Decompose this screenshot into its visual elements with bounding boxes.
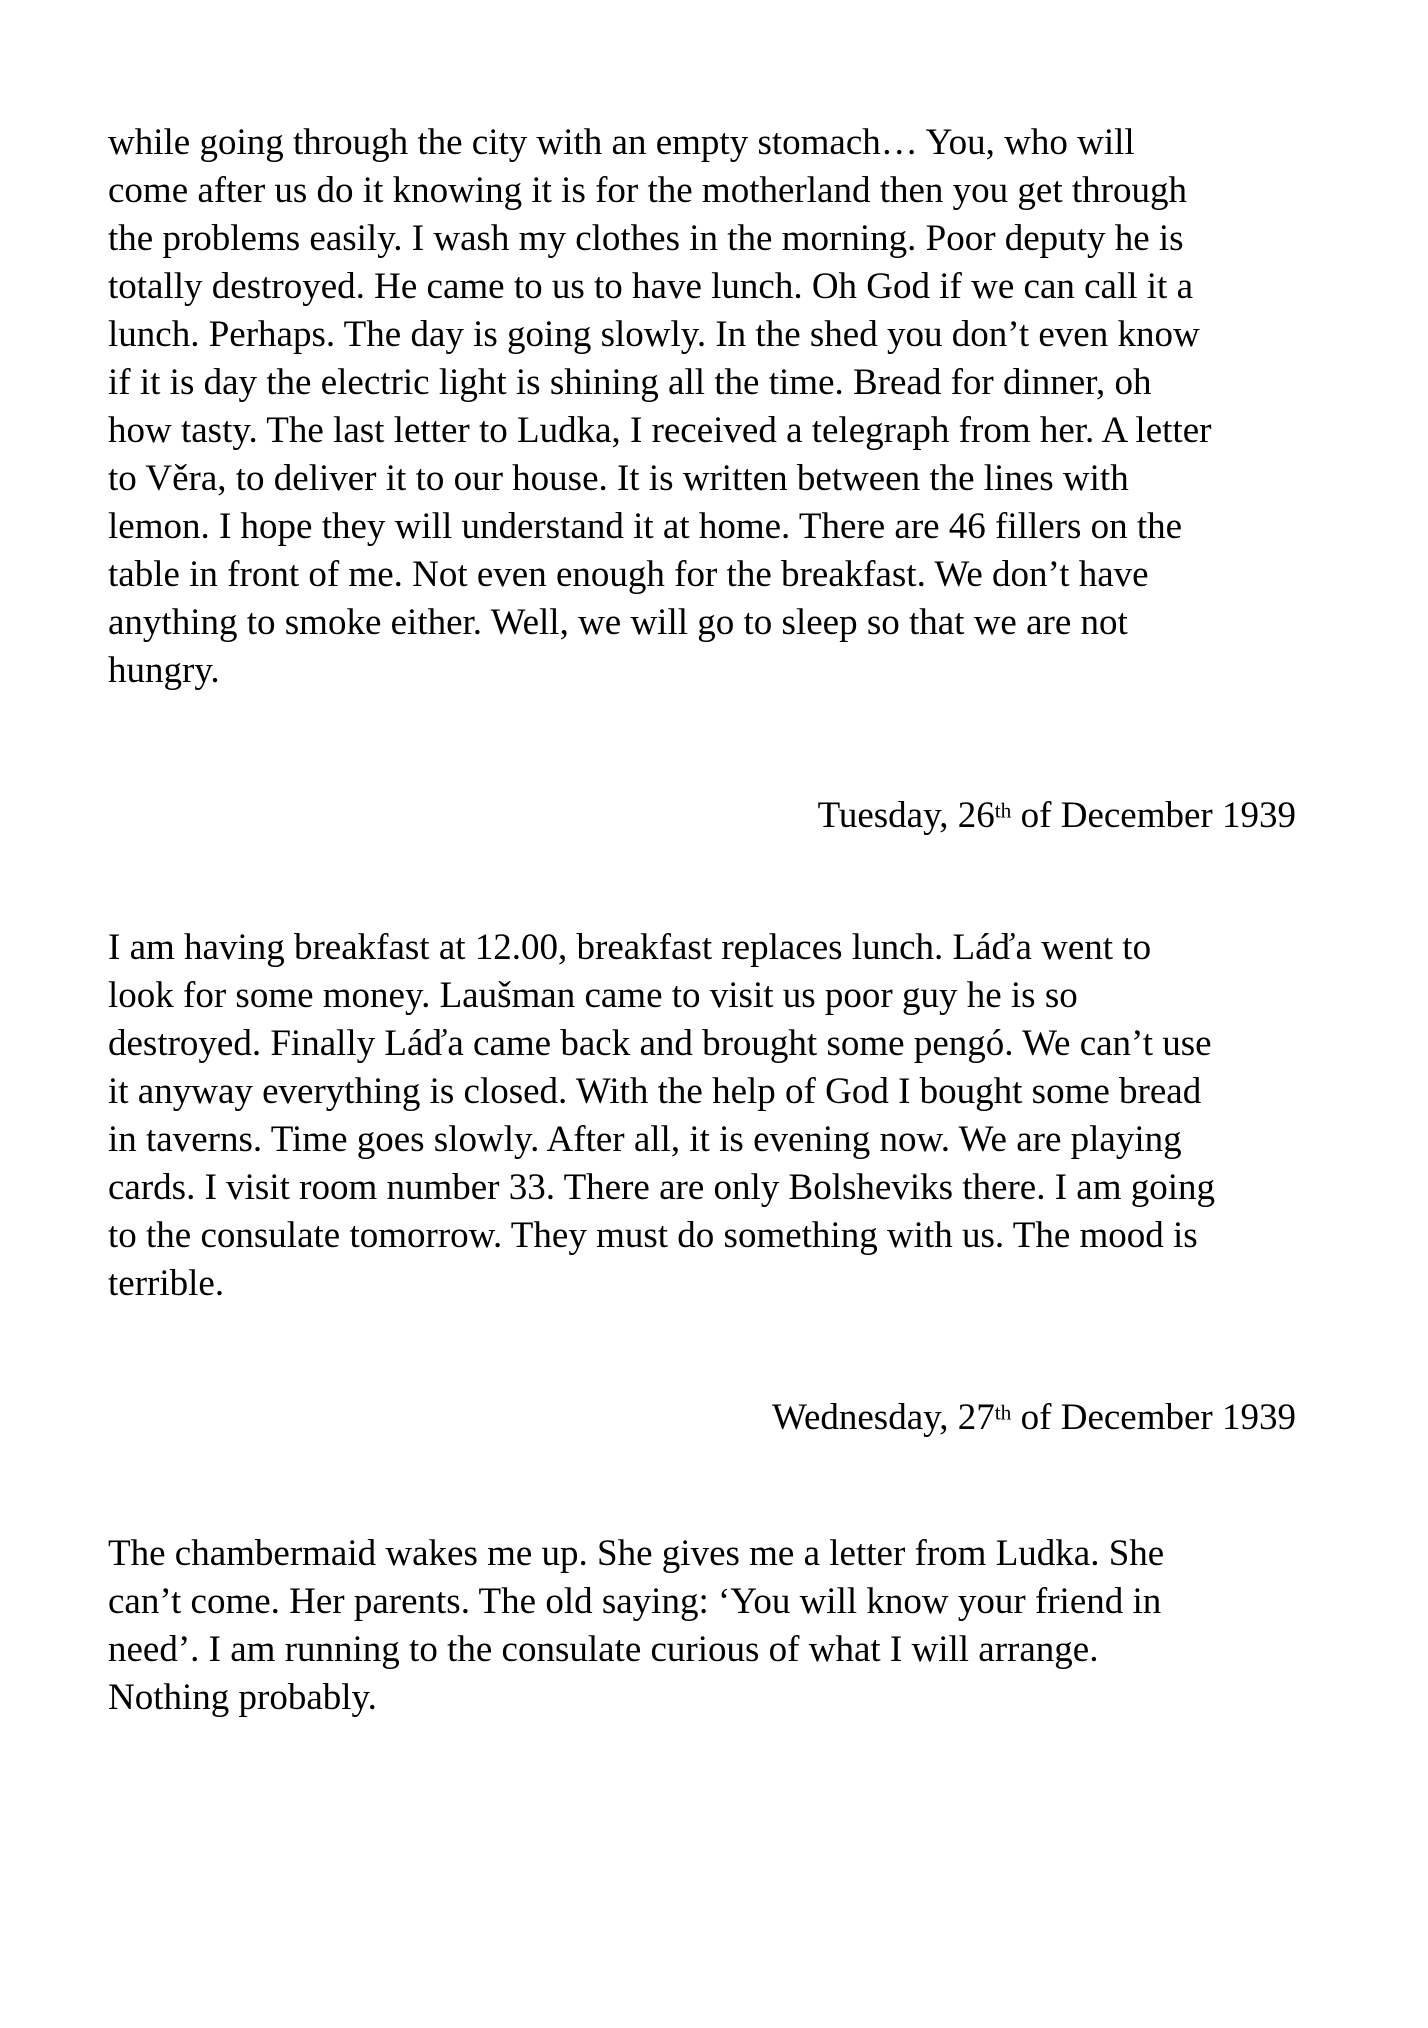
text-line: while going through the city with an empty stomach… You, who will bbox=[108, 122, 1135, 163]
text-line: hungry. bbox=[108, 650, 220, 691]
diary-entry-paragraph bbox=[108, 0, 1296, 695]
text-line: to the consulate tomorrow. They must do something with us. The mood is bbox=[108, 1215, 1198, 1256]
text-line: terrible. bbox=[108, 1263, 225, 1304]
text-line: come after us do it knowing it is for the motherland then you get through bbox=[108, 170, 1187, 211]
text-line: if it is day the electric light is shining all the time. Bread for dinner, oh bbox=[108, 362, 1152, 403]
text-line: it anyway everything is closed. With the help of God I bought some bread bbox=[108, 1071, 1202, 1112]
text-line: in taverns. Time goes slowly. After all, it is evening now. We are playing bbox=[108, 1119, 1182, 1160]
date-heading-text: of December 1939 bbox=[1011, 795, 1296, 836]
date-heading-wednesday bbox=[108, 1394, 1296, 1442]
date-heading-tuesday bbox=[108, 792, 1296, 840]
date-heading-text: Tuesday, 26 bbox=[817, 795, 995, 836]
ordinal-superscript: th bbox=[994, 1400, 1012, 1425]
text-line: totally destroyed. He came to us to have lunch. Oh God if we can call it a bbox=[108, 266, 1193, 307]
text-line: The chambermaid wakes me up. She gives me a letter from Ludka. She bbox=[108, 1533, 1165, 1574]
date-heading-text: of December 1939 bbox=[1011, 1397, 1296, 1438]
text-line: can’t come. Her parents. The old saying: ‘You will know your friend in bbox=[108, 1581, 1162, 1622]
text-line: I am having breakfast at 12.00, breakfast replaces lunch. Láďa went to bbox=[108, 927, 1152, 968]
diary-entry-paragraph bbox=[108, 1530, 1296, 1722]
text-line: anything to smoke either. Well, we will go to sleep so that we are not bbox=[108, 602, 1128, 643]
text-line: need’. I am running to the consulate curious of what I will arrange. bbox=[108, 1629, 1099, 1670]
ordinal-superscript: th bbox=[994, 798, 1012, 823]
diary-text-column bbox=[108, 0, 1296, 1722]
text-line: table in front of me. Not even enough for the breakfast. We don’t have bbox=[108, 554, 1149, 595]
text-line: how tasty. The last letter to Ludka, I received a telegraph from her. A letter bbox=[108, 410, 1212, 451]
date-heading-text: Wednesday, 27 bbox=[771, 1397, 995, 1438]
text-line: look for some money. Laušman came to visit us poor guy he is so bbox=[108, 975, 1078, 1016]
text-line: the problems easily. I wash my clothes in the morning. Poor deputy he is bbox=[108, 218, 1184, 259]
text-line: Nothing probably. bbox=[108, 1677, 377, 1718]
text-line: lunch. Perhaps. The day is going slowly. In the shed you don’t even know bbox=[108, 314, 1200, 355]
text-line: destroyed. Finally Láďa came back and brought some pengó. We can’t use bbox=[108, 1023, 1212, 1064]
text-line: cards. I visit room number 33. There are only Bolsheviks there. I am going bbox=[108, 1167, 1216, 1208]
diary-entry-paragraph bbox=[108, 924, 1296, 1308]
text-line: lemon. I hope they will understand it at home. There are 46 fillers on the bbox=[108, 506, 1183, 547]
text-line: to Věra, to deliver it to our house. It is written between the lines with bbox=[108, 458, 1129, 499]
